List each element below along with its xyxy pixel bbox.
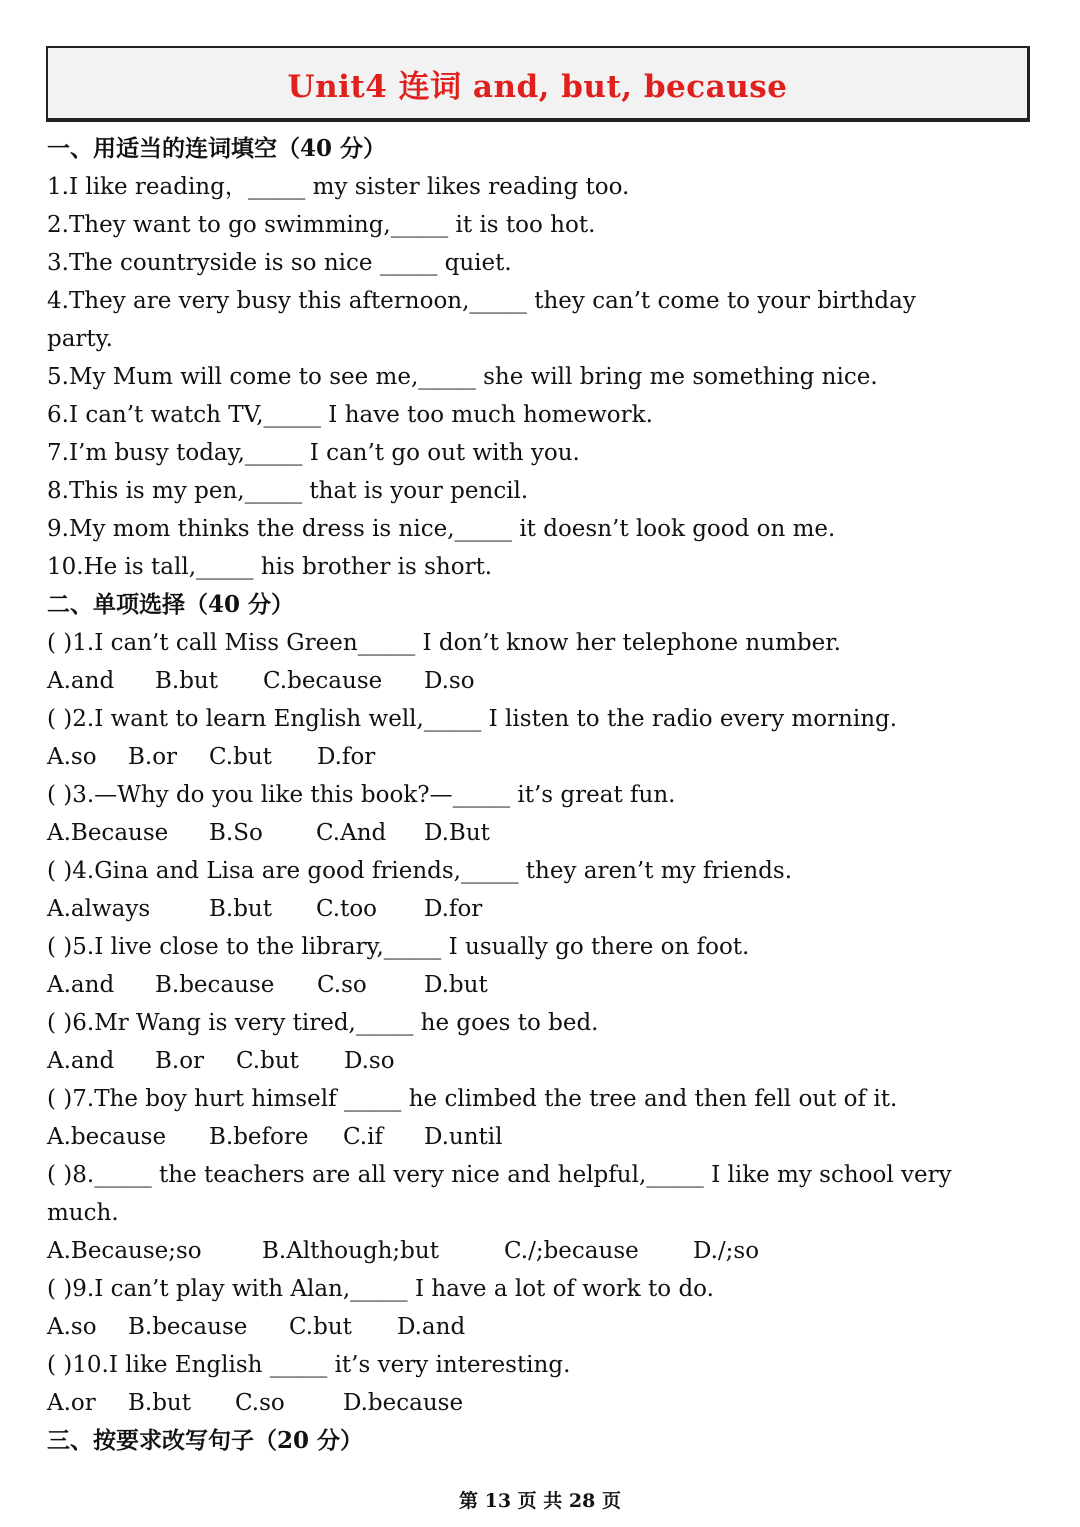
mc-options-1 [47,662,1037,700]
section-1-heading: 一、用适当的连词填空（40 分） [47,135,387,162]
option-a: A.always [47,896,151,922]
option-c: C.so [317,972,367,998]
mc-question-7: ( )7.The boy hurt himself _____ he climbed the tree and then fell out of it. [47,1086,898,1112]
fill-blank-10: 10.He is tall,_____ his brother is short. [47,554,493,580]
mc-question-2: ( )2.I want to learn English well,_____ I listen to the radio every morning. [47,706,898,732]
option-c: C.so [235,1390,285,1416]
option-b: B.or [155,1048,205,1074]
fill-blank-1: 1.I like reading，_____ my sister likes reading too. [47,174,630,200]
option-a: A.or [47,1390,96,1416]
mc-question-1: ( )1.I can’t call Miss Green_____ I don’t know her telephone number. [47,630,841,656]
mc-question-6: ( )6.Mr Wang is very tired,_____ he goes to bed. [47,1010,599,1036]
option-d: D.so [424,668,475,694]
mc-question-5: ( )5.I live close to the library,_____ I usually go there on foot. [47,934,750,960]
option-c: C.if [343,1124,383,1150]
mc-options-2 [47,738,1037,776]
worksheet-body [47,130,1037,1460]
mc-options-6 [47,1042,1037,1080]
mc-options-4 [47,890,1037,928]
title-banner [46,46,1030,122]
option-a: A.because [47,1124,167,1150]
fill-blank-8: 8.This is my pen,_____ that is your pencil. [47,478,529,504]
section-2-heading: 二、单项选择（40 分） [47,591,295,618]
fill-blank-9: 9.My mom thinks the dress is nice,_____ it doesn’t look good on me. [47,516,836,542]
option-a: A.so [47,1314,97,1340]
fill-blank-3: 3.The countryside is so nice _____ quiet. [47,250,512,276]
option-b: B.because [128,1314,248,1340]
mc-options-8 [47,1232,1037,1270]
mc-question-9: ( )9.I can’t play with Alan,_____ I have a lot of work to do. [47,1276,714,1302]
option-a: A.Because;so [47,1238,202,1264]
option-b: B.or [128,744,178,770]
option-b: B.but [155,668,218,694]
fill-blank-2: 2.They want to go swimming,_____ it is too hot. [47,212,596,238]
mc-options-5 [47,966,1037,1004]
option-c: C.too [316,896,378,922]
mc-options-9 [47,1308,1037,1346]
mc-question-4: ( )4.Gina and Lisa are good friends,_____ they aren’t my friends. [47,858,793,884]
option-d: D.so [344,1048,395,1074]
option-a: A.so [47,744,97,770]
option-a: A.and [47,972,115,998]
option-d: D.and [397,1314,466,1340]
fill-blank-4-cont: party. [47,326,113,352]
mc-options-7 [47,1118,1037,1156]
option-b: B.because [155,972,275,998]
option-b: B.So [209,820,263,846]
option-c: C.but [236,1048,299,1074]
mc-question-10: ( )10.I like English _____ it’s very interesting. [47,1352,571,1378]
option-a: A.Because [47,820,169,846]
option-b: B.before [209,1124,309,1150]
option-c: C.but [209,744,272,770]
option-d: D.until [424,1124,503,1150]
option-c: C./;because [504,1238,639,1264]
mc-question-3: ( )3.—Why do you like this book?—_____ it’s great fun. [47,782,676,808]
mc-options-3 [47,814,1037,852]
option-b: B.Although;but [262,1238,439,1264]
mc-question-8: ( )8._____ the teachers are all very nice and helpful,_____ I like my school very [47,1162,952,1188]
option-c: C.because [263,668,383,694]
page-title: Unit4 连词 and, but, because [287,68,788,105]
option-a: A.and [47,1048,115,1074]
option-d: D.But [424,820,490,846]
option-d: D.but [424,972,488,998]
fill-blank-4: 4.They are very busy this afternoon,_____ they can’t come to your birthday [47,288,916,314]
option-c: C.but [289,1314,352,1340]
fill-blank-6: 6.I can’t watch TV,_____ I have too much homework. [47,402,653,428]
fill-blank-5: 5.My Mum will come to see me,_____ she will bring me something nice. [47,364,878,390]
fill-blank-7: 7.I’m busy today,_____ I can’t go out with you. [47,440,580,466]
option-d: D./;so [693,1238,760,1264]
option-d: D.for [424,896,483,922]
option-b: B.but [209,896,272,922]
mc-options-10 [47,1384,1037,1422]
option-b: B.but [128,1390,191,1416]
option-c: C.And [316,820,387,846]
page-number: 第 13 页 共 28 页 [459,1490,621,1512]
option-a: A.and [47,668,115,694]
option-d: D.for [317,744,376,770]
mc-question-8-cont: much. [47,1200,119,1226]
option-d: D.because [343,1390,464,1416]
section-3-heading: 三、按要求改写句子（20 分） [47,1427,364,1454]
